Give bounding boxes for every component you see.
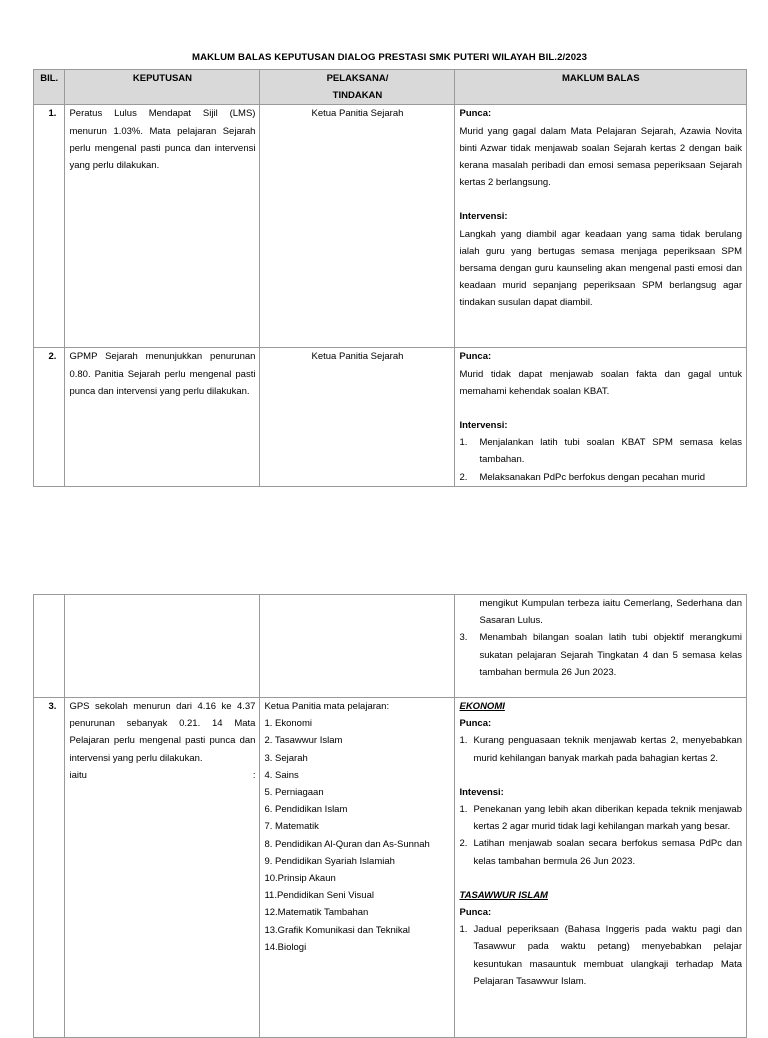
table-row — [34, 698, 747, 1038]
header-bil: BIL. — [34, 70, 65, 105]
punca-label: Punca: — [459, 108, 492, 120]
punca-text: Murid yang gagal dalam Mata Pelajaran Sejarah, Azawia Novita binti Azwar tidak menjawab soalan Sejarah kertas 2 dengan baik kerana masalah peribadi dan emosi semasa peperiksaan Sejarah kertas 2 berlangsung. — [459, 125, 742, 189]
subject-item: 10.Prinsip Akaun — [264, 873, 336, 885]
intervensi-label: Intevensi: — [459, 786, 504, 798]
list-item: 2. Latihan menjawab soalan secara berfokus semasa PdPc dan kelas tambahan bermula 26 Jun 2023. — [459, 838, 742, 867]
subject-item: 1. Ekonomi — [264, 718, 312, 730]
header-pelaksana-line1: PELAKSANA/ — [326, 73, 389, 84]
punca-label: Punca: — [459, 351, 492, 363]
feedback-table-part-2 — [33, 594, 747, 1038]
list-item: 1. Penekanan yang lebih akan diberikan kepada teknik menjawab kertas 2 agar murid tidak lagi kehilangan markah yang besar. — [459, 804, 742, 833]
header-pelaksana-line2: TINDAKAN — [332, 90, 383, 102]
pelaksana-cell — [260, 698, 455, 1038]
document-title: MAKLUM BALAS KEPUTUSAN DIALOG PRESTASI SMK PUTERI WILAYAH BIL.2/2023 — [191, 52, 588, 63]
maklum-balas-cell — [455, 348, 747, 486]
header-pelaksana — [260, 70, 455, 105]
table-row-continuation — [34, 595, 747, 698]
intervensi-list — [459, 801, 742, 870]
list-item: 1. Jadual peperiksaan (Bahasa Inggeris pada waktu pagi dan Tasawwur pada waktu petang) menyebabkan pelajar kesuntukan masauntuk membuat ulangkaji terhadap Mata Pelajaran Tasawwur Islam. — [459, 924, 742, 987]
intervensi-list — [459, 595, 742, 681]
punca-label: Punca: — [459, 718, 492, 730]
keputusan-cell: Peratus Lulus Mendapat Sijil (LMS) menurun 1.03%. Mata pelajaran Sejarah perlu mengenal pasti punca dan intervensi yang perlu dilakukan. — [65, 105, 260, 348]
keputusan-cell — [65, 698, 260, 1038]
punca-label: Punca: — [459, 907, 492, 919]
subject-item: 4. Sains — [264, 769, 299, 781]
keputusan-text: GPS sekolah menurun dari 4.16 ke 4.37 penurunan sebanyak 0.21. 14 Mata Pelajaran perlu mengenal pasti punca dan intervensi yang perlu dilakukan. — [69, 701, 256, 764]
list-item: 2. Melaksanakan PdPc berfokus dengan pecahan murid — [459, 471, 705, 483]
subject-item: 7. Matematik — [264, 821, 319, 833]
subject-item: 9. Pendidikan Syariah Islamiah — [264, 855, 395, 867]
header-maklum-balas: MAKLUM BALAS — [455, 70, 747, 105]
maklum-balas-cell — [455, 105, 747, 348]
maklum-balas-cell — [455, 698, 747, 1038]
row-number: 2. — [34, 348, 65, 486]
list-item: mengikut Kumpulan terbeza iaitu Cemerlang, Sederhana dan Sasaran Lulus. — [479, 598, 742, 627]
subject-item: 8. Pendidikan Al-Quran dan As-Sunnah — [264, 838, 430, 850]
pelaksana-cell — [260, 595, 455, 698]
intervensi-label: Intervensi: — [459, 420, 508, 432]
keputusan-iaitu: iaitu — [69, 769, 87, 781]
section-heading-tasawwur: TASAWWUR ISLAM — [459, 889, 548, 901]
punca-list — [459, 921, 742, 990]
feedback-table-part-1 — [33, 69, 747, 487]
table-row — [34, 348, 747, 486]
subject-item: 6. Pendidikan Islam — [264, 804, 348, 816]
subject-item: 13.Grafik Komunikasi dan Teknikal — [264, 924, 411, 936]
subject-item: 5. Perniagaan — [264, 787, 324, 799]
intervensi-list — [459, 434, 742, 486]
pelaksana-cell: Ketua Panitia Sejarah — [260, 105, 455, 348]
punca-list — [459, 732, 742, 766]
table-row — [34, 105, 747, 348]
subject-item: 12.Matematik Tambahan — [264, 907, 369, 919]
keputusan-cell — [65, 595, 260, 698]
list-item: 3. Menambah bilangan soalan latih tubi objektif merangkumi sukatan pelajaran Sejarah Tingkatan 4 dan 5 semasa kelas tambahan bermula 26 Jun 2023. — [459, 632, 742, 678]
header-keputusan: KEPUTUSAN — [65, 70, 260, 105]
row-number: 3. — [34, 698, 65, 1038]
keputusan-colon: : — [252, 769, 256, 781]
subject-item: 11.Pendidikan Seni Visual — [264, 890, 374, 902]
row-number — [34, 595, 65, 698]
pelaksana-cell: Ketua Panitia Sejarah — [260, 348, 455, 486]
punca-text: Murid tidak dapat menjawab soalan fakta dan gagal untuk memahami kehendak soalan KBAT. — [459, 368, 742, 397]
maklum-balas-cell — [455, 595, 747, 698]
list-item: 1. Menjalankan latih tubi soalan KBAT SPM semasa kelas tambahan. — [459, 437, 742, 466]
pelaksana-heading: Ketua Panitia mata pelajaran: — [264, 701, 390, 712]
section-heading-ekonomi: EKONOMI — [459, 701, 505, 712]
subject-item: 3. Sejarah — [264, 752, 308, 764]
list-item: 1. Kurang penguasaan teknik menjawab kertas 2, menyebabkan murid kehilangan banyak markah pada bahagian kertas 2. — [459, 735, 742, 764]
subject-item: 14.Biologi — [264, 941, 307, 953]
keputusan-cell: GPMP Sejarah menunjukkan penurunan 0.80. Panitia Sejarah perlu mengenal pasti punca dan intervensi yang perlu dilakukan. — [65, 348, 260, 486]
table-header-row — [34, 70, 747, 105]
intervensi-label: Intervensi: — [459, 211, 508, 223]
row-number: 1. — [34, 105, 65, 348]
intervensi-text: Langkah yang diambil agar keadaan yang sama tidak berulang ialah guru yang bertugas semasa menjaga peperiksaan SPM bersama dengan guru kaunseling akan mengenal pasti emosi dan keadaan murid sepanjang peperiksaan SPM berlangsug agar tindakan susulan dapat diambil. — [459, 228, 742, 309]
subject-item: 2. Tasawwur Islam — [264, 735, 343, 747]
